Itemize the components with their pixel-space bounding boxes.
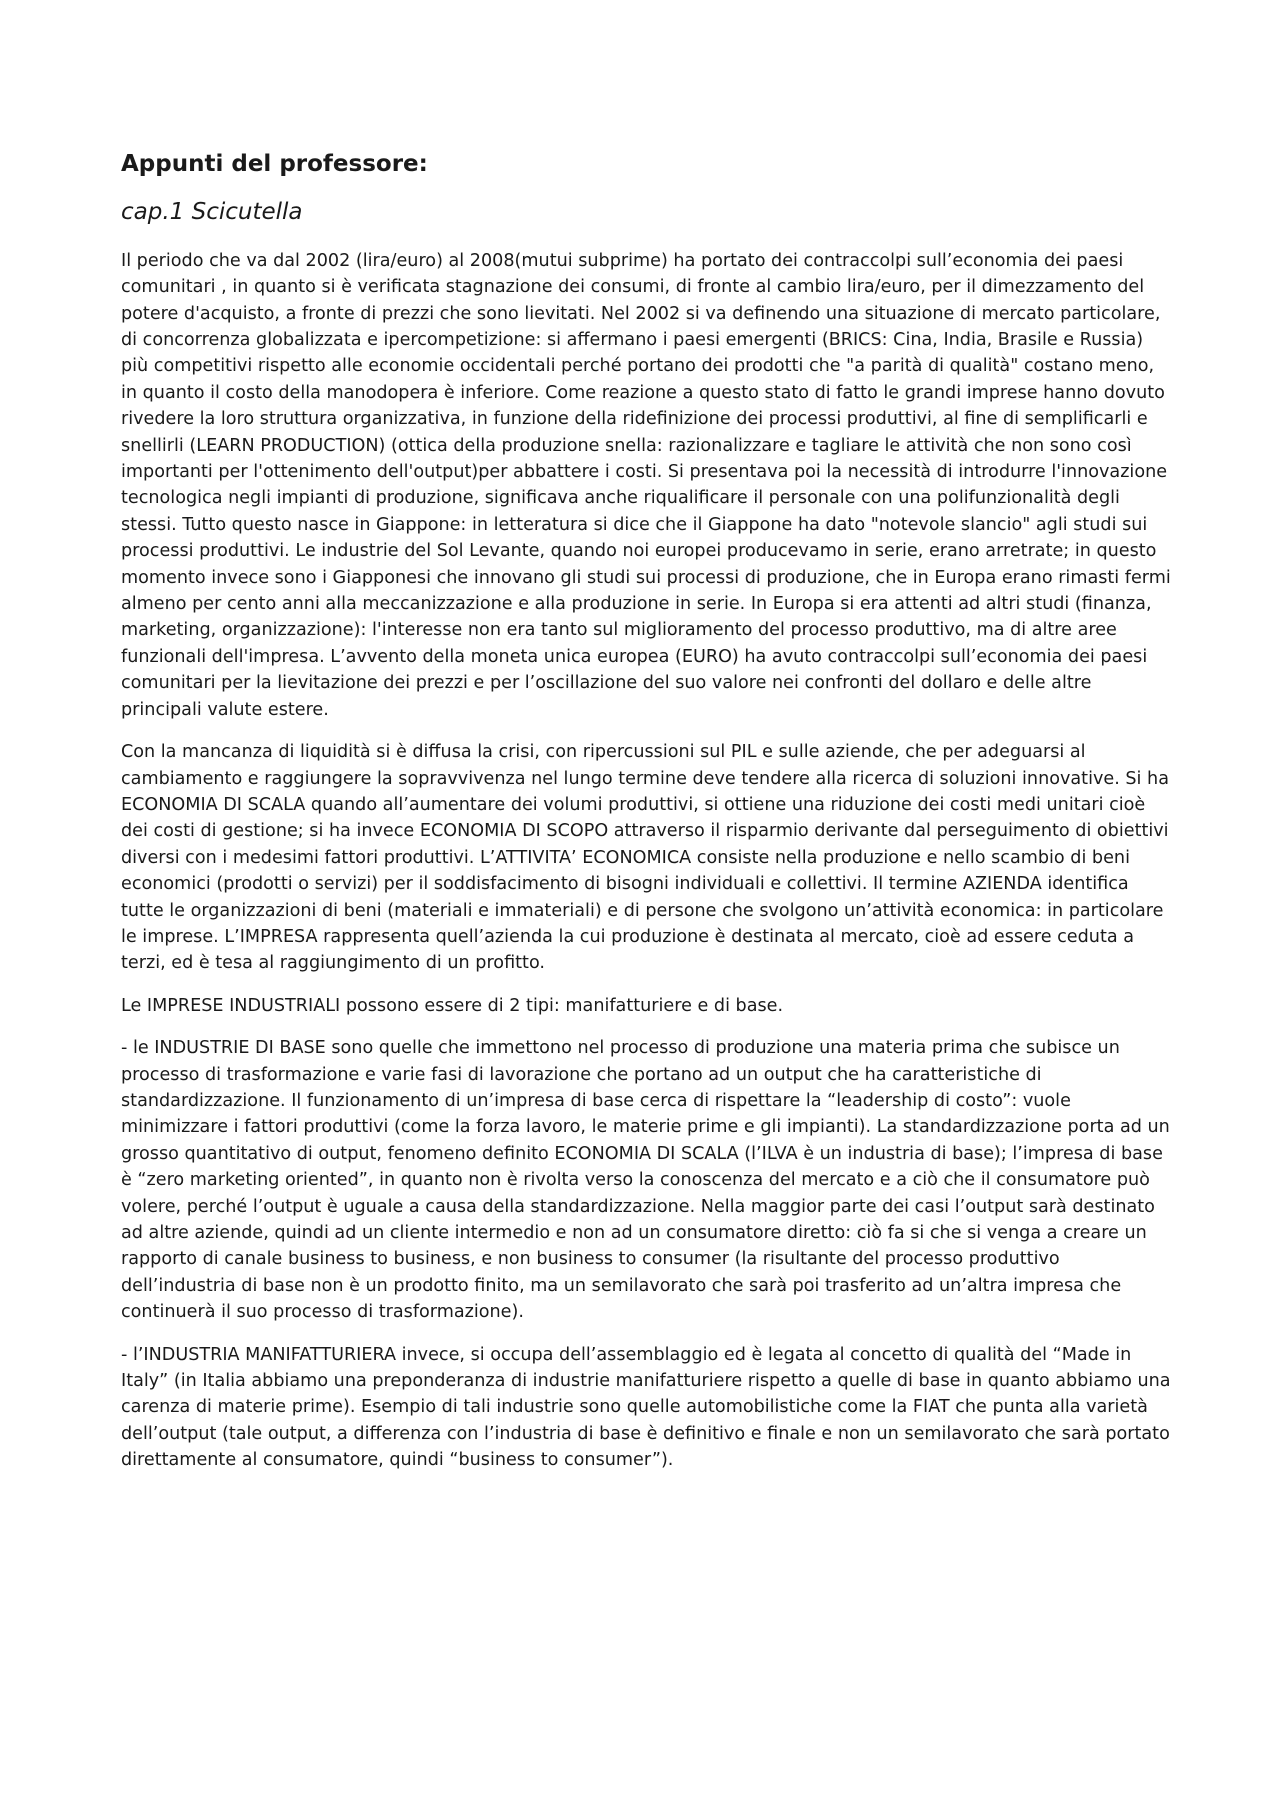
paragraph-imprese-industriali: Le IMPRESE INDUSTRIALI possono essere di 2 tipi: manifatturiere e di base. bbox=[121, 995, 784, 1016]
paragraph-crisis: Con la mancanza di liquidità si è diffusa la crisi, con ripercussioni sul PIL e sulle aziende, che per adeguarsi al cambiamento e raggiungere la sopravvivenza nel lungo termine deve tendere alla ricerca di soluzioni innovative. Si ha ECONOMIA DI SCALA quando all’aumentare dei volumi produttivi, si ottiene una riduzione dei costi medi unitari cioè dei costi di gestione; si ha invece ECONOMIA DI SCOPO attraverso il risparmio derivante dal perseguimento di obiettivi diversi con i medesimi fattori produttivi. L’ATTIVITA’ ECONOMICA consiste nella produzione e nello scambio di beni economici (prodotti o servizi) per il soddisfacimento di bisogni individuali e collettivi. Il termine AZIENDA identifica tutte le organizzazioni di beni (materiali e immateriali) e di persone che svolgono un’attività economica: in particolare le imprese. L’IMPRESA rappresenta quell’azienda la cui produzione è destinata al mercato, cioè ad essere ceduta a terzi, ed è tesa al raggiungimento di un profitto. bbox=[121, 742, 1169, 974]
paragraph-intro: Il periodo che va dal 2002 (lira/euro) al 2008(mutui subprime) ha portato dei contraccolpi sull’economia dei paesi comunitari , in quanto si è verificata stagnazione dei consumi, di fronte al cambio lira/euro, per il dimezzamento del potere d'acquisto, a fronte di prezzi che sono lievitati. Nel 2002 si va definendo una situazione di mercato particolare, di concorrenza globalizzata e ipercompetizione: si affermano i paesi emergenti (BRICS: Cina, India, Brasile e Russia) più competitivi rispetto alle economie occidentali perché portano dei prodotti che "a parità di qualità" costano meno, in quanto il costo della manodopera è inferiore. Come reazione a questo stato di fatto le grandi imprese hanno dovuto rivedere la loro struttura organizzativa, in funzione della ridefinizione dei processi produttivi, al fine di semplificarli e snellirli (LEARN PRODUCTION) (ottica della produzione snella: razionalizzare e tagliare le attività che non sono così importanti per l'ottenimento dell'output)per abbattere i costi. Si presentava poi la necessità di introdurre l'innovazione tecnologica negli impianti di produzione, significava anche riqualificare il personale con una polifunzionalità degli stessi. Tutto questo nasce in Giappone: in letteratura si dice che il Giappone ha dato "notevole slancio" agli studi sui processi produttivi. Le industrie del Sol Levante, quando noi europei producevamo in serie, erano arretrate; in questo momento invece sono i Giapponesi che innovano gli studi sui processi di produzione, che in Europa erano rimasti fermi almeno per cento anni alla meccanizzazione e alla produzione in serie. In Europa si era attenti ad altri studi (finanza, marketing, organizzazione): l'interesse non era tanto sul miglioramento del processo produttivo, ma di altre aree funzionali dell'impresa. L’avvento della moneta unica europea (EURO) ha avuto contraccolpi sull’economia dei paesi comunitari per la lievitazione dei prezzi e per l’oscillazione del suo valore nei confronti del dollaro e delle altre principali valute estere. bbox=[121, 250, 1171, 720]
document-page bbox=[121, 150, 1171, 1490]
chapter-subtitle: cap.1 Scicutella bbox=[121, 198, 303, 225]
document-title: Appunti del professore: bbox=[121, 151, 428, 177]
paragraph-industria-manifatturiera: - l’INDUSTRIA MANIFATTURIERA invece, si occupa dell’assemblaggio ed è legata al concetto di qualità del “Made in Italy” (in Italia abbiamo una preponderanza di industrie manifatturiere rispetto a quelle di base in quanto abbiamo una carenza di materie prime). Esempio di tali industrie sono quelle automobilistiche come la FIAT che punta alla varietà dell’output (tale output, a differenza con l’industria di base è definitivo e finale e non un semilavorato che sarà portato direttamente al consumatore, quindi “business to consumer”). bbox=[121, 1344, 1171, 1471]
paragraph-industrie-di-base: - le INDUSTRIE DI BASE sono quelle che immettono nel processo di produzione una materia prima che subisce un processo di trasformazione e varie fasi di lavorazione che portano ad un output che ha caratteristiche di standardizzazione. Il funzionamento di un’impresa di base cerca di rispettare la “leadership di costo”: vuole minimizzare i fattori produttivi (come la forza lavoro, le materie prime e gli impianti). La standardizzazione porta ad un grosso quantitativo di output, fenomeno definito ECONOMIA DI SCALA (l’ILVA è un industria di base); l’impresa di base è “zero marketing oriented”, in quanto non è rivolta verso la conoscenza del mercato e a ciò che il consumatore può volere, perché l’output è uguale a causa della standardizzazione. Nella maggior parte dei casi l’output sarà destinato ad altre aziende, quindi ad un cliente intermedio e non ad un consumatore diretto: ciò fa si che si venga a creare un rapporto di canale business to business, e non business to consumer (la risultante del processo produttivo dell’industria di base non è un prodotto finito, ma un semilavorato che sarà poi trasferito ad un’altra impresa che continuerà il suo processo di trasformazione). bbox=[121, 1038, 1170, 1323]
